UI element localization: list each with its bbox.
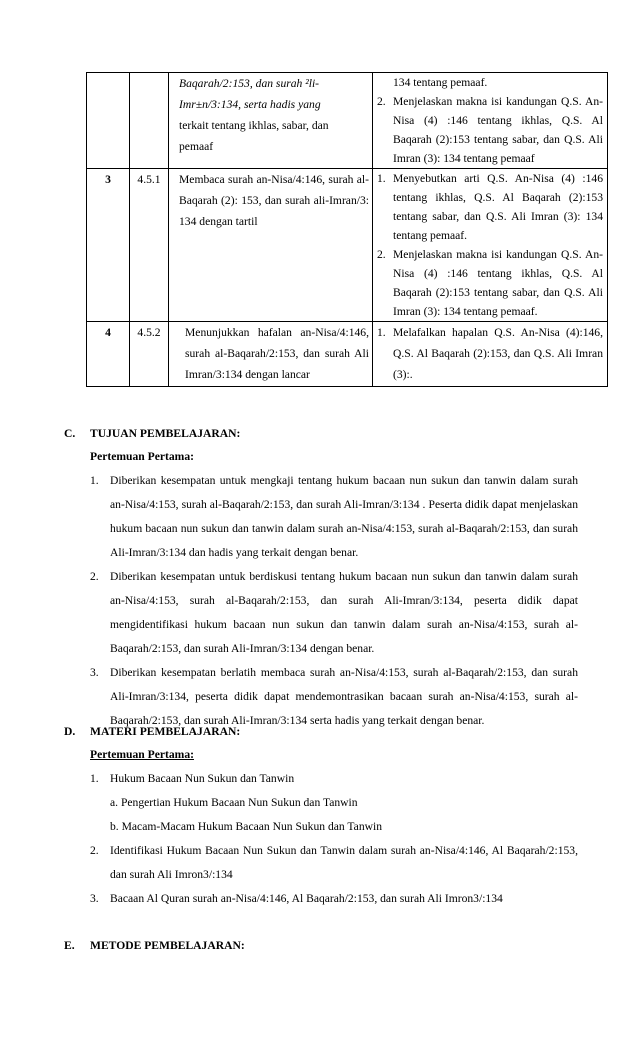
table-cell-objectives: [373, 73, 608, 169]
table-row: [87, 322, 608, 387]
table-cell-kd: 4.5.2: [130, 322, 169, 387]
meeting-label: Pertemuan Pertama:: [90, 748, 194, 761]
sub-list-item: b. Macam-Macam Hukum Bacaan Nun Sukun dan Tanwin: [110, 820, 383, 833]
list-item: 2. Diberikan kesempatan untuk berdiskusi tentang hukum bacaan nun sukun dan tanwin dalam surah an-Nisa/4:153, surah al-Baqarah/2:153, dan surah Ali-Imran/3:134, peserta didik dapat mengidentifikasi hukum bacaan nun sukun dan tanwin dalam surah an-Nisa/4:153, surah al-Baqarah/2:153, dan surah Ali-Imran/3:134 dengan benar.: [90, 570, 578, 655]
indicator-line: pemaaf: [179, 140, 214, 153]
meeting-label: Pertemuan Pertama:: [90, 450, 194, 463]
table-cell-objectives: [373, 322, 608, 387]
list-item: 1. Hukum Bacaan Nun Sukun dan Tanwin: [90, 772, 295, 785]
list-item: 1. Melafalkan hapalan Q.S. An-Nisa (4):146, Q.S. Al Baqarah (2):153, dan Q.S. Ali Imran (3):.: [377, 326, 603, 381]
list-item: 1. Diberikan kesempatan untuk mengkaji tentang hukum bacaan nun sukun dan tanwin dalam surah an-Nisa/4:153, surah al-Baqarah/2:153, dan surah Ali-Imran/3:134 . Peserta didik dapat menjelaskan hukum bacaan nun sukun dan tanwin dalam surah an-Nisa/4:153, surah al-Baqarah/2:153, dan surah Ali-Imran/3:134 dan hadis yang terkait dengan benar.: [90, 474, 578, 559]
section-learning-objectives: [64, 424, 578, 733]
table-cell-indicator: Menunjukkan hafalan an-Nisa/4:146, surah al-Baqarah/2:153, dan surah Ali Imran/3:134 dengan lancar: [169, 322, 373, 387]
objectives-list: [90, 469, 578, 733]
objective-continuation: 134 tentang pemaaf.: [393, 76, 488, 89]
table-cell-indicator: [169, 73, 373, 169]
table-cell-objectives: [373, 169, 608, 322]
indicator-table: [86, 72, 608, 387]
table-cell-kd: [130, 73, 169, 169]
list-item: 1. Menyebutkan arti Q.S. An-Nisa (4) :146 tentang ikhlas, Q.S. Al Baqarah (2):153 tentang sabar, dan Q.S. Ali Imran (3): 134 tentang pemaaf.: [377, 172, 603, 242]
table-row: [87, 169, 608, 322]
table-cell-no: [87, 73, 130, 169]
section-learning-materials: [64, 722, 578, 911]
table-cell-kd: 4.5.1: [130, 169, 169, 322]
materials-list: [90, 767, 578, 911]
table-cell-indicator: Membaca surah an-Nisa/4:146, surah al-Baqarah (2): 153, dan surah ali-Imran/3: 134 dengan tartil: [169, 169, 373, 322]
section-heading: D. MATERI PEMBELAJARAN:: [64, 725, 241, 738]
list-item: 3. Bacaan Al Quran surah an-Nisa/4:146, Al Baqarah/2:153, dan surah Ali Imron3/:134: [90, 892, 503, 905]
section-learning-methods: [64, 936, 578, 956]
sub-list-item: a. Pengertian Hukum Bacaan Nun Sukun dan Tanwin: [110, 796, 358, 809]
table-row: [87, 73, 608, 169]
section-heading: C. TUJUAN PEMBELAJARAN:: [64, 427, 241, 440]
table-cell-no: 3: [87, 169, 130, 322]
indicator-line: Imr±n/3:134, serta hadis yang: [179, 98, 321, 111]
indicator-line: Baqarah/2:153, dan surah ²li-: [179, 77, 320, 90]
table-cell-no: 4: [87, 322, 130, 387]
list-item: 2. Identifikasi Hukum Bacaan Nun Sukun dan Tanwin dalam surah an-Nisa/4:146, Al Baqarah/2:153, dan surah Ali Imron3/:134: [90, 844, 578, 881]
section-heading: E. METODE PEMBELAJARAN:: [64, 939, 245, 952]
list-item: 3. Diberikan kesempatan berlatih membaca surah an-Nisa/4:153, surah al-Baqarah/2:153, dan surah Ali-Imran/3:134, peserta didik dapat mendemontrasikan bacaan surah an-Nisa/4:153, surah al-Baqarah/2:153, dan surah Ali-Imran/3:134 serta hadis yang terkait dengan benar.: [90, 666, 578, 727]
list-item: 2. Menjelaskan makna isi kandungan Q.S. An-Nisa (4) :146 tentang ikhlas, Q.S. Al Baqarah (2):153 tentang sabar, dan Q.S. Ali Imran (3): 134 tentang pemaaf.: [377, 248, 603, 318]
list-item: 2. Menjelaskan makna isi kandungan Q.S. An-Nisa (4) :146 tentang ikhlas, Q.S. Al Baqarah (2):153 tentang sabar, dan Q.S. Ali Imran (3): 134 tentang pemaaf: [377, 95, 603, 165]
indicator-line: terkait tentang ikhlas, sabar, dan: [179, 119, 329, 132]
